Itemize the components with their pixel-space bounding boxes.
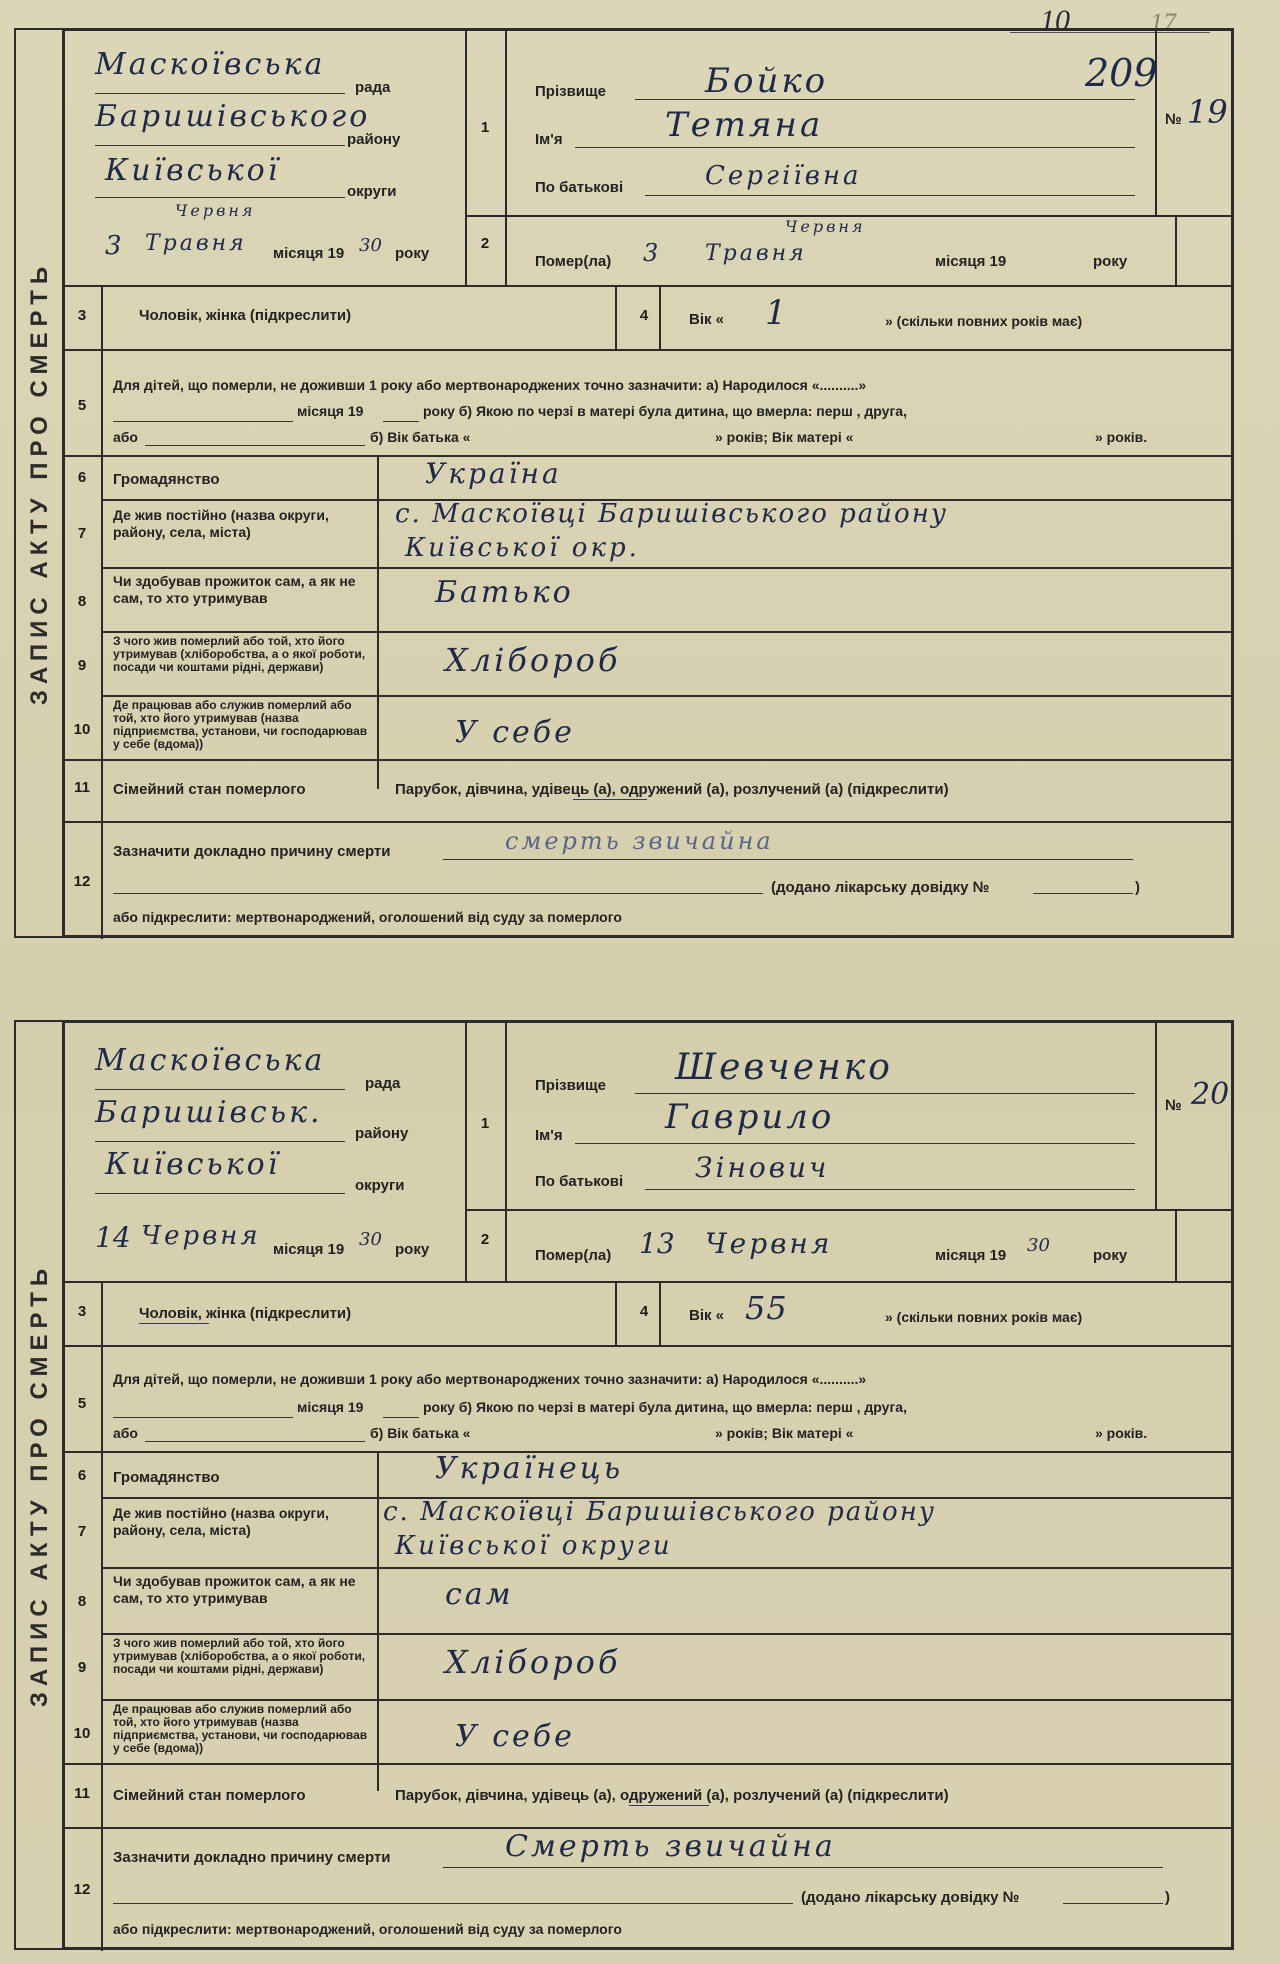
livelihood-value: сам — [445, 1577, 514, 1612]
faded-page-number: 17 — [1150, 8, 1176, 37]
okruha-label: округи — [355, 1177, 405, 1194]
death-month-label: місяця 19 — [935, 1247, 1007, 1264]
residence-value-1: с. Маскоївці Баришівського району — [395, 499, 948, 529]
record-form: Маскоївська рада Баришівського району Київської округи 3 Травня Червня місяця 19 30 року 1 2 Прізвище Бойко Ім'я Тетяна По батькові Сергіївна 209 № 19 Помер(ла) 3 Травня Червня місяця 19 року 3 Чоловік, жінка (підкреслити) 4 Вік « 1 » (скільки повних років має) 5 Для дітей, що померли, не доживши 1 року або мертвонароджених точно зазначити: а) Народилося «..........» місяця 19 року б) Якою по черзі в матері була дитина, що вмерла: перш , друга, або б) Вік батька « » років; Вік матері « » років. 6 Громадянство Україна 7 Де жив постійно (назва округи, району, села, міста) с. Маскоївці Баришівського району Київської окр. 8 Чи здобував прожиток сам, а як не сам, то хто утримував Батько 9 З чого жив померлий або той, хто його утримував (хліборобства, а о якої роботи, посади чи коштами рідні, держави) Хлібороб 10 Де працював або служив померлий або той, хто його утримував (назва підприємства, установи, чи господарював у себе (вдома)) У себе 11 Сімейний стан померлого Парубок, дівчина, удівець (а), одружений (а), розлучений (а) (підкреслити) 12 Зазначити докладно причину смерти смерть звичайна (додано лікарську довідку № ) або підкреслити: мертвонароджений, оголошений від суду за померлого — [62, 28, 1234, 938]
name-value: Тетяна — [665, 105, 824, 145]
marital-options: Парубок, дівчина, удівець (а), одружений (а), розлучений (а) (підкреслити) — [395, 781, 949, 798]
death-day: 13 — [639, 1227, 675, 1260]
row5-line1: Для дітей, що померли, не доживши 1 року або мертвонароджених точно зазначити: а) Народилося «..........» — [113, 377, 867, 393]
age-label: Вік « — [689, 1307, 725, 1324]
residence-value-2: Київської окр. — [405, 533, 640, 563]
rayon-label: району — [355, 1125, 409, 1142]
reg-month-label: місяця 19 — [273, 1241, 345, 1258]
death-year-label: року — [1093, 253, 1128, 270]
residence-label: Де жив постійно (назва округи, району, села, міста) — [113, 1505, 329, 1538]
cause-value: Смерть звичайна — [505, 1829, 836, 1864]
death-month-label: місяця 19 — [935, 253, 1007, 270]
rada-value: Маскоївська — [95, 47, 326, 82]
number-label: № — [1165, 111, 1182, 128]
cause-value: смерть звичайна — [505, 827, 774, 855]
record-number: 19 — [1187, 93, 1228, 131]
cause-label: Зазначити докладно причину смерти — [113, 843, 391, 860]
row-2-number: 2 — [480, 1231, 490, 1248]
page-number: 10 — [1040, 4, 1070, 37]
patronymic-label: По батькові — [535, 1173, 624, 1190]
row5-line2a: місяця 19 — [297, 403, 364, 419]
occupation-value: Хлібороб — [445, 1643, 621, 1681]
surname-value: Бойко — [705, 61, 829, 101]
reg-month: Червня — [141, 1221, 261, 1251]
surname-value: Шевченко — [675, 1047, 893, 1088]
death-label: Помер(ла) — [535, 1247, 612, 1264]
marital-label: Сімейний стан померлого — [113, 781, 306, 798]
occupation-label: З чого жив померлий або той, хто його утримував (хліборобства, а о якої роботи, посади чи коштами рідні, держави) — [113, 1636, 366, 1676]
row5-line2a: місяця 19 — [297, 1399, 364, 1415]
reg-month-correction: Червня — [175, 201, 256, 220]
death-month: Червня — [705, 1227, 833, 1260]
age-suffix: » (скільки повних років має) — [885, 313, 1083, 329]
gender-label: Чоловік, жінка (підкреслити) — [139, 1305, 352, 1322]
reg-day: 14 — [95, 1221, 131, 1254]
workplace-label: Де працював або служив померлий або той, хто його утримував (назва підприємства, установи, чи господарював у себе (вдома)) — [113, 698, 368, 751]
certificate-label: (додано лікарську довідку № — [801, 1889, 1020, 1906]
record-form: Маскоївська рада Баришівськ. району Київської округи 14 Червня місяця 19 30 року 1 2 Прізвище Шевченко Ім'я Гаврило По батькові Зінович № 20 Помер(ла) 13 Червня місяця 19 30 року 3 Чоловік, жінка (підкреслити) 4 Вік « 55 » (скільки повних років має) 5 Для дітей, що померли, не доживши 1 року або мертвонароджених точно зазначити: а) Народилося «..........» місяця 19 року б) Якою по черзі в матері була дитина, що вмерла: перш , друга, або б) Вік батька « » років; Вік матері « » років. 6 Громадянство Українець 7 Де жив постійно (назва округи, району, села, міста) с. Маскоївці Баришівського району Київської округи 8 Чи здобував прожиток сам, а як не сам, то хто утримував сам 9 З чого жив померлий або той, хто його утримував (хліборобства, а о якої роботи, посади чи коштами рідні, держави) Хлібороб 10 Де працював або служив померлий або той, хто його утримував (назва підприємства, установи, чи господарював у себе (вдома)) У себе 11 Сімейний стан померлого Парубок, дівчина, удівець (а), одружений (а), розлучений (а) (підкреслити) 12 Зазначити докладно причину смерти Смерть звичайна (додано лікарську довідку № ) або підкреслити: мертвонароджений, оголошений від суду за померлого — [62, 1020, 1234, 1950]
stamp-number: 209 — [1085, 51, 1158, 95]
death-month-correction: Червня — [785, 217, 866, 236]
patronymic-value: Сергіївна — [705, 161, 862, 191]
name-label: Ім'я — [535, 1127, 563, 1144]
death-month: Травня — [705, 241, 807, 266]
citizenship-label: Громадянство — [113, 471, 220, 488]
certificate-close: ) — [1135, 879, 1140, 896]
stillborn-label: або підкреслити: мертвонароджений, оголошений від суду за померлого — [113, 909, 622, 925]
rada-value: Маскоївська — [95, 1043, 326, 1078]
row-1-number: 1 — [480, 119, 490, 136]
side-title: ЗАПИС АКТУ ПРО СМЕРТЬ — [14, 28, 64, 938]
reg-year-label: року — [395, 245, 430, 262]
row5-line3c: » років; Вік матері « — [715, 1425, 854, 1441]
death-year-label: року — [1093, 1247, 1128, 1264]
reg-month-label: місяця 19 — [273, 245, 345, 262]
age-suffix: » (скільки повних років має) — [885, 1309, 1083, 1325]
okruha-value: Київської — [105, 1147, 281, 1182]
row5-line3a: або — [113, 1425, 138, 1441]
row5-line3c: » років; Вік матері « — [715, 429, 854, 445]
rada-label: рада — [365, 1075, 401, 1092]
row5-line3d: » років. — [1095, 429, 1148, 445]
reg-year: 30 — [359, 235, 382, 256]
stillborn-label: або підкреслити: мертвонароджений, оголошений від суду за померлого — [113, 1921, 622, 1937]
occupation-label: З чого жив померлий або той, хто його утримував (хліборобства, а о якої роботи, посади чи коштами рідні, держави) — [113, 634, 366, 674]
cause-label: Зазначити докладно причину смерти — [113, 1849, 391, 1866]
rayon-value: Баришівського — [95, 99, 371, 134]
death-record-1 — [14, 28, 1234, 938]
patronymic-value: Зінович — [695, 1151, 830, 1184]
number-label: № — [1165, 1097, 1182, 1114]
citizenship-label: Громадянство — [113, 1469, 220, 1486]
occupation-value: Хлібороб — [445, 641, 621, 679]
row5-line3d: » років. — [1095, 1425, 1148, 1441]
record-number: 20 — [1191, 1077, 1230, 1112]
age-value: 1 — [765, 293, 790, 333]
age-label: Вік « — [689, 311, 725, 328]
gender-label: Чоловік, жінка (підкреслити) — [139, 307, 352, 324]
surname-label: Прізвище — [535, 83, 607, 100]
okruha-label: округи — [347, 183, 397, 200]
livelihood-value: Батько — [435, 575, 574, 610]
death-year: 30 — [1027, 1235, 1050, 1256]
certificate-label: (додано лікарську довідку № — [771, 879, 990, 896]
surname-label: Прізвище — [535, 1077, 607, 1094]
row5-line2b: року б) Якою по черзі в матері була дитина, що вмерла: перш , друга, — [423, 403, 907, 419]
reg-year-label: року — [395, 1241, 430, 1258]
rada-label: рада — [355, 79, 391, 96]
livelihood-label: Чи здобував прожиток сам, а як не сам, то хто утримував — [113, 573, 356, 606]
row5-line3b: б) Вік батька « — [370, 1425, 471, 1441]
citizenship-value: Україна — [425, 457, 562, 490]
row-2-number: 2 — [480, 235, 490, 252]
row5-line2b: року б) Якою по черзі в матері була дитина, що вмерла: перш , друга, — [423, 1399, 907, 1415]
okruha-value: Київської — [105, 153, 281, 188]
reg-day: 3 — [105, 231, 125, 261]
patronymic-label: По батькові — [535, 179, 624, 196]
row5-line3b: б) Вік батька « — [370, 429, 471, 445]
workplace-label: Де працював або служив померлий або той, хто його утримував (назва підприємства, установи, чи господарював у себе (вдома)) — [113, 1702, 368, 1755]
name-value: Гаврило — [665, 1097, 835, 1137]
marital-label: Сімейний стан померлого — [113, 1787, 306, 1804]
citizenship-value: Українець — [435, 1451, 624, 1486]
name-label: Ім'я — [535, 131, 563, 148]
row5-line3a: або — [113, 429, 138, 445]
residence-label: Де жив постійно (назва округи, району, села, міста) — [113, 507, 329, 540]
residence-value-1: с. Маскоївці Баришівського району — [383, 1497, 936, 1527]
workplace-value: У себе — [455, 715, 575, 750]
age-value: 55 — [745, 1289, 788, 1327]
row5-line1: Для дітей, що померли, не доживши 1 року або мертвонароджених точно зазначити: а) Народилося «..........» — [113, 1371, 867, 1387]
death-day: 3 — [643, 239, 662, 267]
residence-value-2: Київської округи — [395, 1531, 673, 1561]
rayon-label: району — [347, 131, 401, 148]
death-label: Помер(ла) — [535, 253, 612, 270]
reg-year: 30 — [359, 1229, 382, 1250]
side-title: ЗАПИС АКТУ ПРО СМЕРТЬ — [14, 1020, 64, 1950]
livelihood-label: Чи здобував прожиток сам, а як не сам, то хто утримував — [113, 1573, 356, 1606]
rayon-value: Баришівськ. — [95, 1095, 323, 1130]
workplace-value: У себе — [455, 1719, 575, 1754]
certificate-close: ) — [1165, 1889, 1170, 1906]
row-1-number: 1 — [480, 1115, 490, 1132]
marital-options: Парубок, дівчина, удівець (а), одружений (а), розлучений (а) (підкреслити) — [395, 1787, 949, 1804]
death-record-2 — [14, 1020, 1234, 1950]
reg-month: Травня — [145, 231, 247, 256]
